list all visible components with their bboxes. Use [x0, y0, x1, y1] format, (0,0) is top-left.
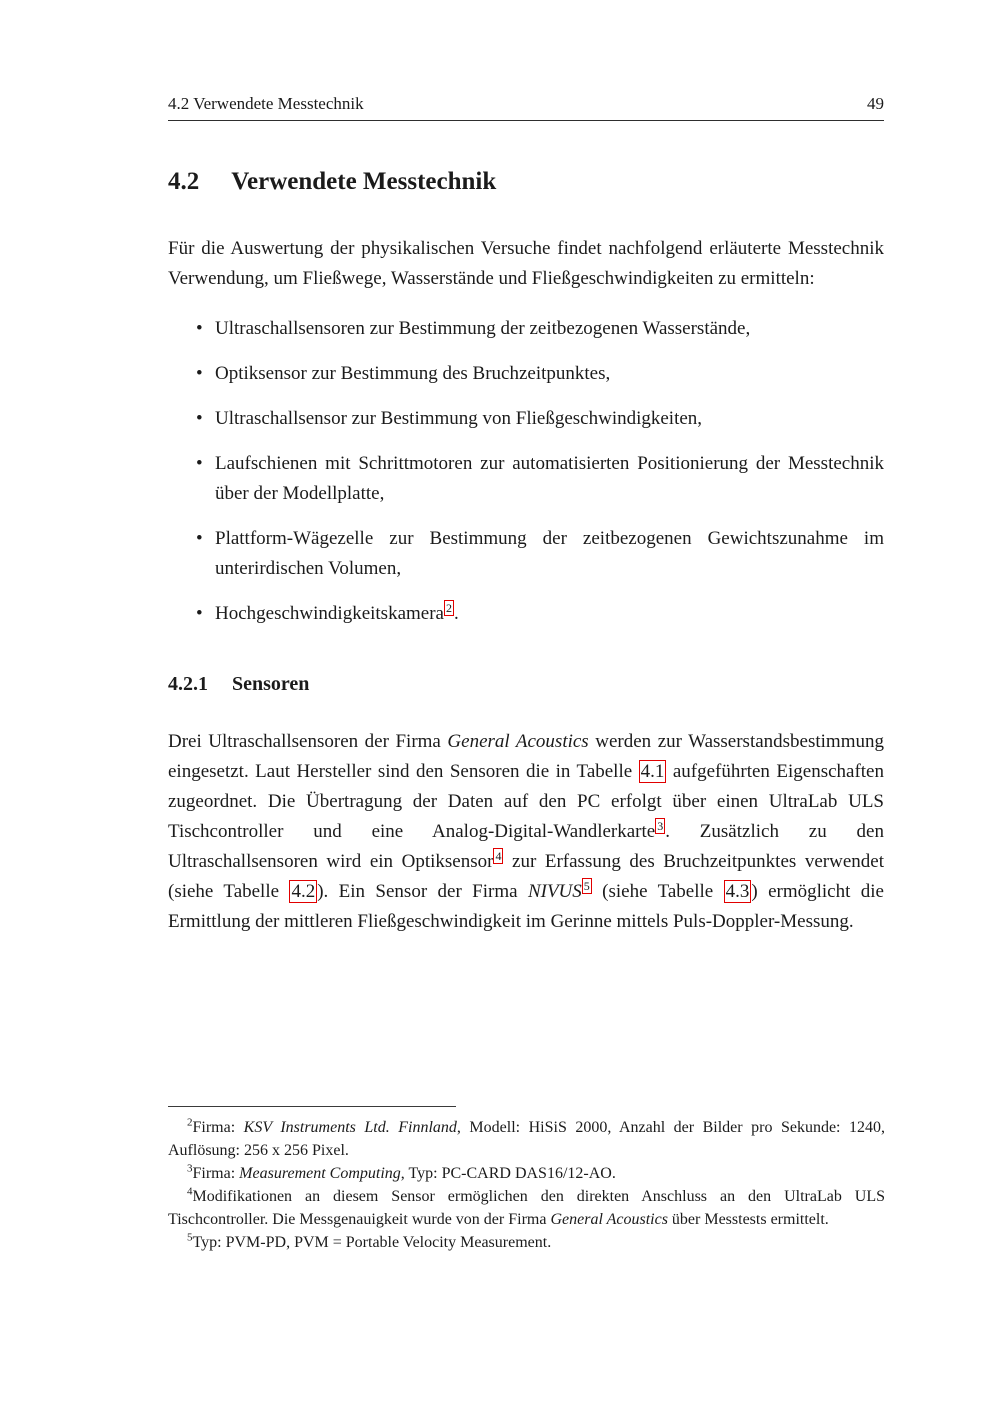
emphasized-text: KSV Instruments Ltd. Finnland — [243, 1119, 457, 1136]
text-segment: . — [453, 603, 459, 624]
text-segment: Ultraschallsensoren zur Bestimmung der zeitbezogenen Wasserstände, — [215, 318, 751, 339]
text-segment: , Typ: PC-CARD DAS16/12-AO. — [400, 1165, 616, 1182]
list-item — [168, 359, 884, 389]
list-item — [168, 524, 884, 584]
equipment-list — [168, 314, 884, 629]
text-segment: werden zur Wasserstandsbestimmung eingesetzt. Laut Hersteller sind den Sensoren die in Tabelle — [168, 731, 884, 782]
footnote — [168, 1185, 885, 1231]
text-segment: , Modell: HiSiS 2000, Anzahl der Bilder pro Sekunde: 1240, Auflösung: 256 x 256 Pixel. — [168, 1119, 885, 1159]
footnote-area — [168, 1106, 885, 1254]
emphasized-text: Measurement Computing — [239, 1165, 401, 1182]
text-segment: Drei Ultraschallsensoren der Firma — [168, 731, 448, 752]
text-segment: aufgeführten Eigenschaften zugeordnet. Die Übertragung der Daten auf den PC erfolgt über einen UltraLab ULS Tischcontroller und eine Analog-Digital-Wandlerkarte — [168, 761, 884, 842]
footnote-mark: 5 — [187, 1231, 193, 1244]
footnote-ref-link[interactable]: 4 — [495, 848, 502, 863]
intro-paragraph: Für die Auswertung der physikalischen Versuche findet nachfolgend erläuterte Messtechnik Verwendung, um Fließwege, Wasserstände und Fließgeschwindigkeiten zu ermitteln: — [168, 238, 884, 289]
section-number: 4.2 — [168, 168, 200, 195]
table-ref-link[interactable]: 4.1 — [640, 761, 665, 782]
subsection-number: 4.2.1 — [168, 673, 208, 695]
emphasized-text: General Acoustics — [447, 731, 589, 752]
footnote-ref-link[interactable]: 2 — [445, 600, 452, 615]
text-segment: Plattform-Wägezelle zur Bestimmung der zeitbezogenen Gewichtszunahme im unterirdischen Volumen, — [215, 528, 884, 579]
list-item — [168, 449, 884, 509]
subsection-title: Sensoren — [232, 673, 310, 695]
text-segment: . Zusätzlich zu den Ultraschallsensoren wird ein Optiksensor — [168, 821, 884, 872]
footnote — [168, 1231, 885, 1254]
section-title: Verwendete Messtechnik — [231, 168, 497, 195]
subsection-heading — [168, 671, 884, 697]
running-header — [168, 94, 884, 114]
table-ref-link[interactable]: 4.2 — [291, 881, 316, 902]
footnote — [168, 1162, 885, 1185]
footnote-rule — [168, 1106, 456, 1107]
text-segment: zur Erfassung des Bruchzeitpunktes verwendet (siehe Tabelle — [168, 851, 884, 902]
header-rule — [168, 120, 884, 121]
text-segment: über Messtests ermittelt. — [667, 1211, 829, 1228]
sensoren-paragraph — [168, 727, 884, 937]
text-segment: (siehe Tabelle — [591, 881, 724, 902]
text-segment: Typ: PVM-PD, PVM = Portable Velocity Measurement. — [192, 1234, 552, 1251]
text-segment: Laufschienen mit Schrittmotoren zur automatisierten Positionierung der Messtechnik über der Modellplatte, — [215, 453, 884, 504]
footnote-mark: 2 — [187, 1116, 193, 1129]
text-segment: Hochgeschwindigkeitskamera — [215, 603, 444, 624]
text-segment: Ultraschallsensor zur Bestimmung von Fließgeschwindigkeiten, — [215, 408, 703, 429]
text-segment: Firma: — [192, 1119, 244, 1136]
text-segment: Optiksensor zur Bestimmung des Bruchzeitpunktes, — [215, 363, 611, 384]
text-segment: Firma: — [192, 1165, 240, 1182]
page-number: 49 — [867, 94, 884, 113]
footnote — [168, 1116, 885, 1162]
emphasized-text: NIVUS — [527, 881, 582, 902]
section-heading — [168, 167, 884, 197]
running-header-title: 4.2 Verwendete Messtechnik — [168, 94, 364, 113]
text-segment: ) ermöglicht die Ermittlung der mittleren Fließgeschwindigkeit im Gerinne mittels Puls-Doppler-Messung. — [168, 881, 884, 932]
list-item — [168, 404, 884, 434]
list-item — [168, 314, 884, 344]
list-item — [168, 599, 884, 629]
table-ref-link[interactable]: 4.3 — [725, 881, 750, 902]
emphasized-text: General Acoustics — [550, 1211, 668, 1228]
footnote-ref-link[interactable]: 5 — [583, 878, 590, 893]
footnote-mark: 4 — [187, 1185, 193, 1198]
text-segment: ). Ein Sensor der Firma — [317, 881, 528, 902]
footnote-mark: 3 — [187, 1162, 193, 1175]
text-segment: Modifikationen an diesem Sensor ermöglichen den direkten Anschluss an den UltraLab ULS Tischcontroller. Die Messgenauigkeit wurde von der Firma — [168, 1188, 885, 1228]
footnotes — [168, 1116, 885, 1254]
footnote-ref-link[interactable]: 3 — [657, 818, 664, 833]
